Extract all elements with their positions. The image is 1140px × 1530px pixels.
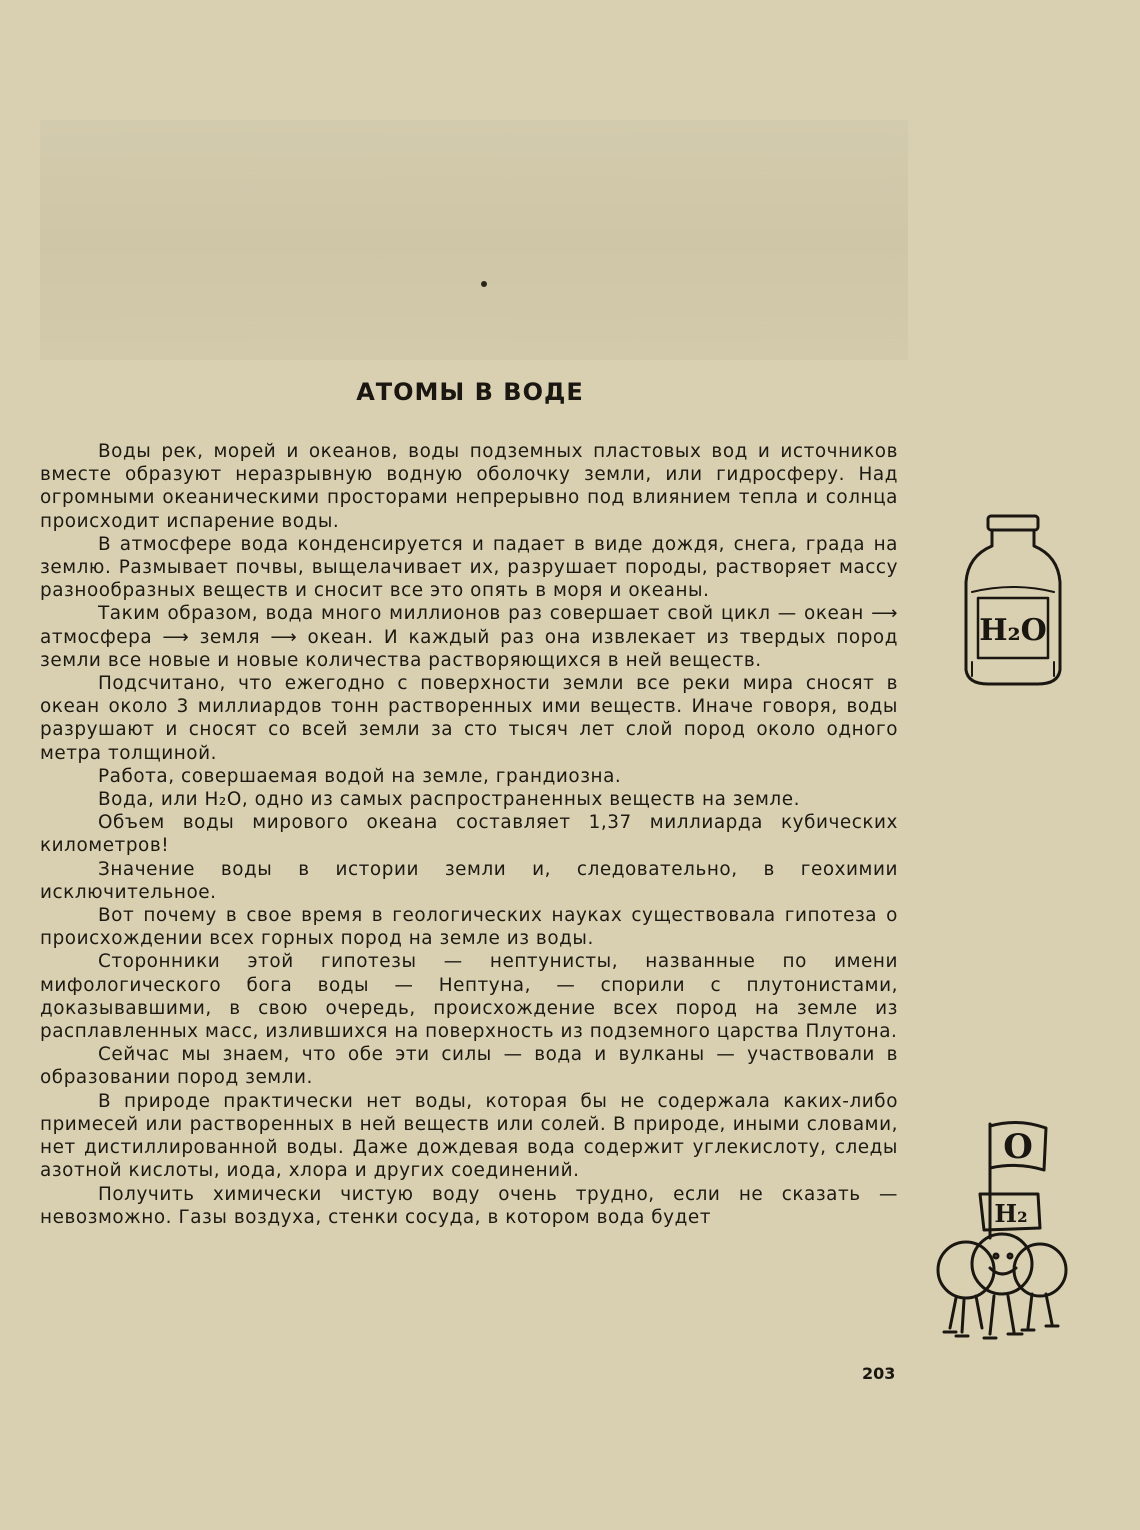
paragraph: Таким образом, вода много миллионов раз совершает свой цикл — океан ⟶ атмосфера ⟶ земля ⟶ океан. И каждый раз она извлекает из твердых пород земли все новые и новые количества растворяющихся в ней веществ. [40, 603, 898, 671]
water-bottle-illustration [958, 512, 1068, 692]
paragraph: В атмосфере вода конденсируется и падает в виде дождя, снега, града на землю. Размывает почвы, выщелачивает их, разрушает породы, растворяет массу разнообразных веществ и сносит все это опять в моря и океаны. [40, 533, 898, 602]
body-text [40, 440, 898, 1229]
flag-label: O [1003, 1127, 1033, 1167]
paragraph: В природе практически нет воды, которая бы не содержала каких-либо примесей или растворенных в ней веществ или солей. В природе, иными словами, нет дистиллированной воды. Даже дождевая вода содержит углекислоту, следы азотной кислоты, иода, хлора и других соединений. [40, 1090, 898, 1182]
paragraph: Сторонники этой гипотезы — нептунисты, названные по имени мифологического бога воды — Нептуна, — спорили с плутонистами, доказывавшими, в свою очередь, происхождение всех пород на земле из расплавленных масс, излившихся на поверхность из подземного царства Плутона. [40, 951, 898, 1043]
atoms-illustration [928, 1118, 1078, 1350]
paragraph: Воды рек, морей и океанов, воды подземных пластовых вод и источников вместе образуют неразрывную водную оболочку земли, или гидросферу. Над огромными океаническими просторами непрерывно под влиянием тепла и солнца происходит испарение воды. [40, 441, 898, 532]
paragraph: Получить химически чистую воду очень трудно, если не сказать — невозможно. Газы воздуха, стенки сосуда, в котором вода будет [40, 1183, 898, 1228]
print-speck [481, 281, 487, 287]
paragraph: Работа, совершаемая водой на земле, грандиозна. [98, 765, 622, 787]
paragraph: Вода, или H₂O, одно из самых распространенных веществ на земле. [98, 789, 800, 811]
paragraph: Объем воды мирового океана составляет 1,37 миллиарда кубических километров! [40, 812, 898, 857]
paragraph: Подсчитано, что ежегодно с поверхности земли все реки мира сносят в океан около 3 миллиардов тонн растворенных ими веществ. Иначе говоря, воды разрушают и сносят со всей земли за сто тысяч лет слой пород около одного метра толщиной. [40, 673, 898, 764]
bottle-label: H₂O [979, 613, 1047, 648]
banner-label: H₂ [994, 1199, 1028, 1228]
chapter-title: АТОМЫ В ВОДЕ [356, 378, 584, 406]
paragraph: Значение воды в истории земли и, следовательно, в геохимии исключительное. [40, 858, 898, 903]
paragraph: Вот почему в свое время в геологических науках существовала гипотеза о происхождении всех горных пород на земле из воды. [40, 905, 898, 950]
paragraph: Сейчас мы знаем, что обе эти силы — вода и вулканы — участвовали в образовании пород земли. [40, 1044, 898, 1089]
page-number: 203 [862, 1364, 896, 1383]
photo-plate [40, 120, 908, 360]
